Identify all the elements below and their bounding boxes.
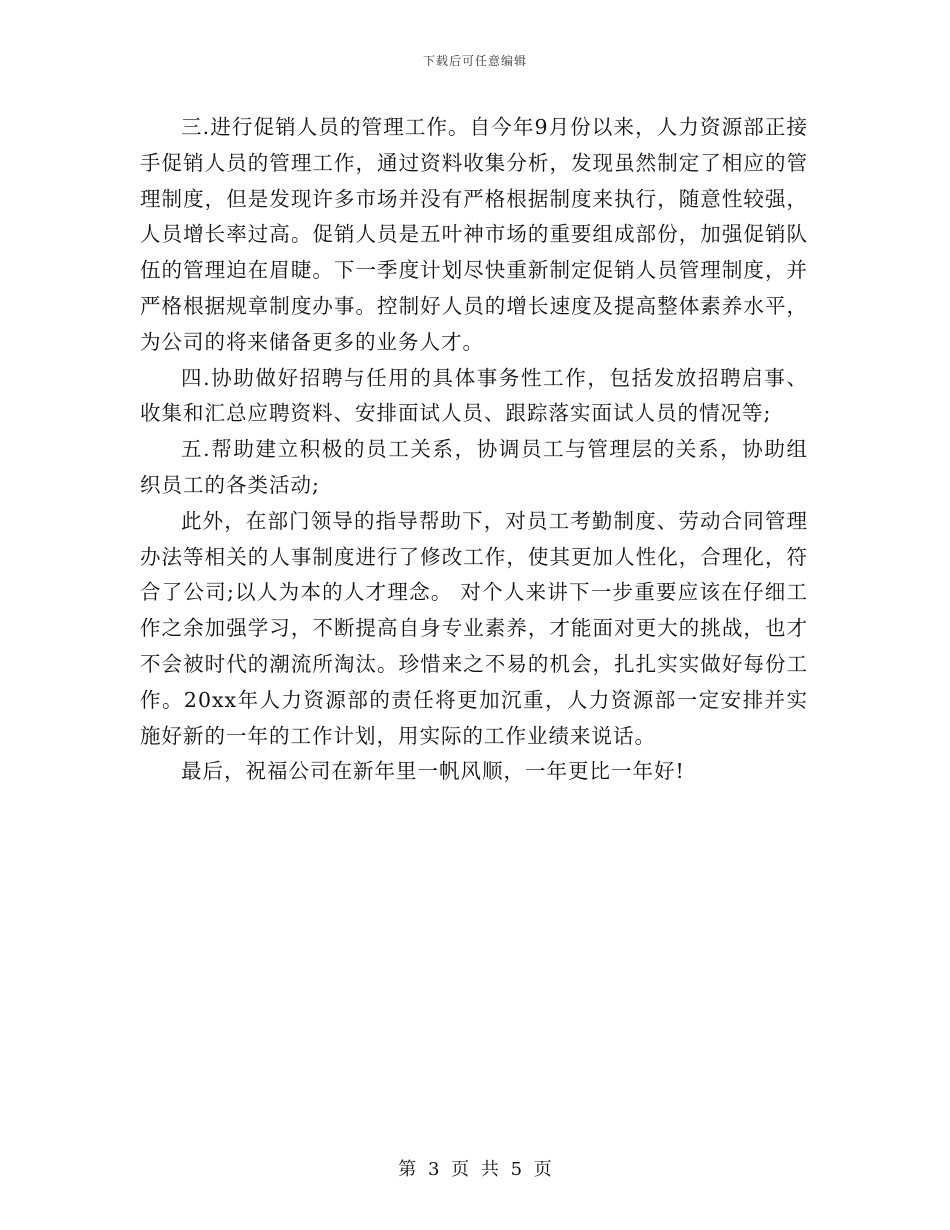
- page-number: 第 3 页 共 5 页: [398, 1159, 552, 1180]
- page-header-note: 下载后可任意编辑: [422, 54, 527, 68]
- paragraph-item-5: 五.帮助建立积极的员工关系，协调员工与管理层的关系，协助组织员工的各类活动;: [140, 437, 808, 497]
- paragraph-additional: 此外，在部门领导的指导帮助下，对员工考勤制度、劳动合同管理办法等相关的人事制度进行了修改工作，使其更加人性化，合理化，符合了公司;以人为本的人才理念。 对个人来讲下一步重要应该在仔细工作之余加强学习，不断提高自身专业素养，才能面对更大的挑战，也才不会被时代的潮流所淘汰。珍惜来之不易的机会，扎扎实实做好每份工作。20xx年人力资源部的责任将更加沉重，人力资源部一定安排并实施好新的一年的工作计划，用实际的工作业绩来说话。: [140, 508, 808, 748]
- paragraph-closing: 最后，祝福公司在新年里一帆风顺，一年更比一年好!: [181, 759, 685, 784]
- paragraph-item-4: 四.协助做好招聘与任用的具体事务性工作，包括发放招聘启事、收集和汇总应聘资料、安排面试人员、跟踪落实面试人员的情况等;: [140, 365, 808, 426]
- paragraph-item-3: 三.进行促销人员的管理工作。自今年9月份以来，人力资源部正接手促销人员的管理工作，通过资料收集分析，发现虽然制定了相应的管理制度，但是发现许多市场并没有严格根据制度来执行，随意性较强，人员增长率过高。促销人员是五叶神市场的重要组成部份，加强促销队伍的管理迫在眉睫。下一季度计划尽快重新制定促销人员管理制度，并严格根据规章制度办事。控制好人员的增长速度及提高整体素养水平，为公司的将来储备更多的业务人才。: [140, 115, 808, 354]
- document-body: [140, 110, 808, 790]
